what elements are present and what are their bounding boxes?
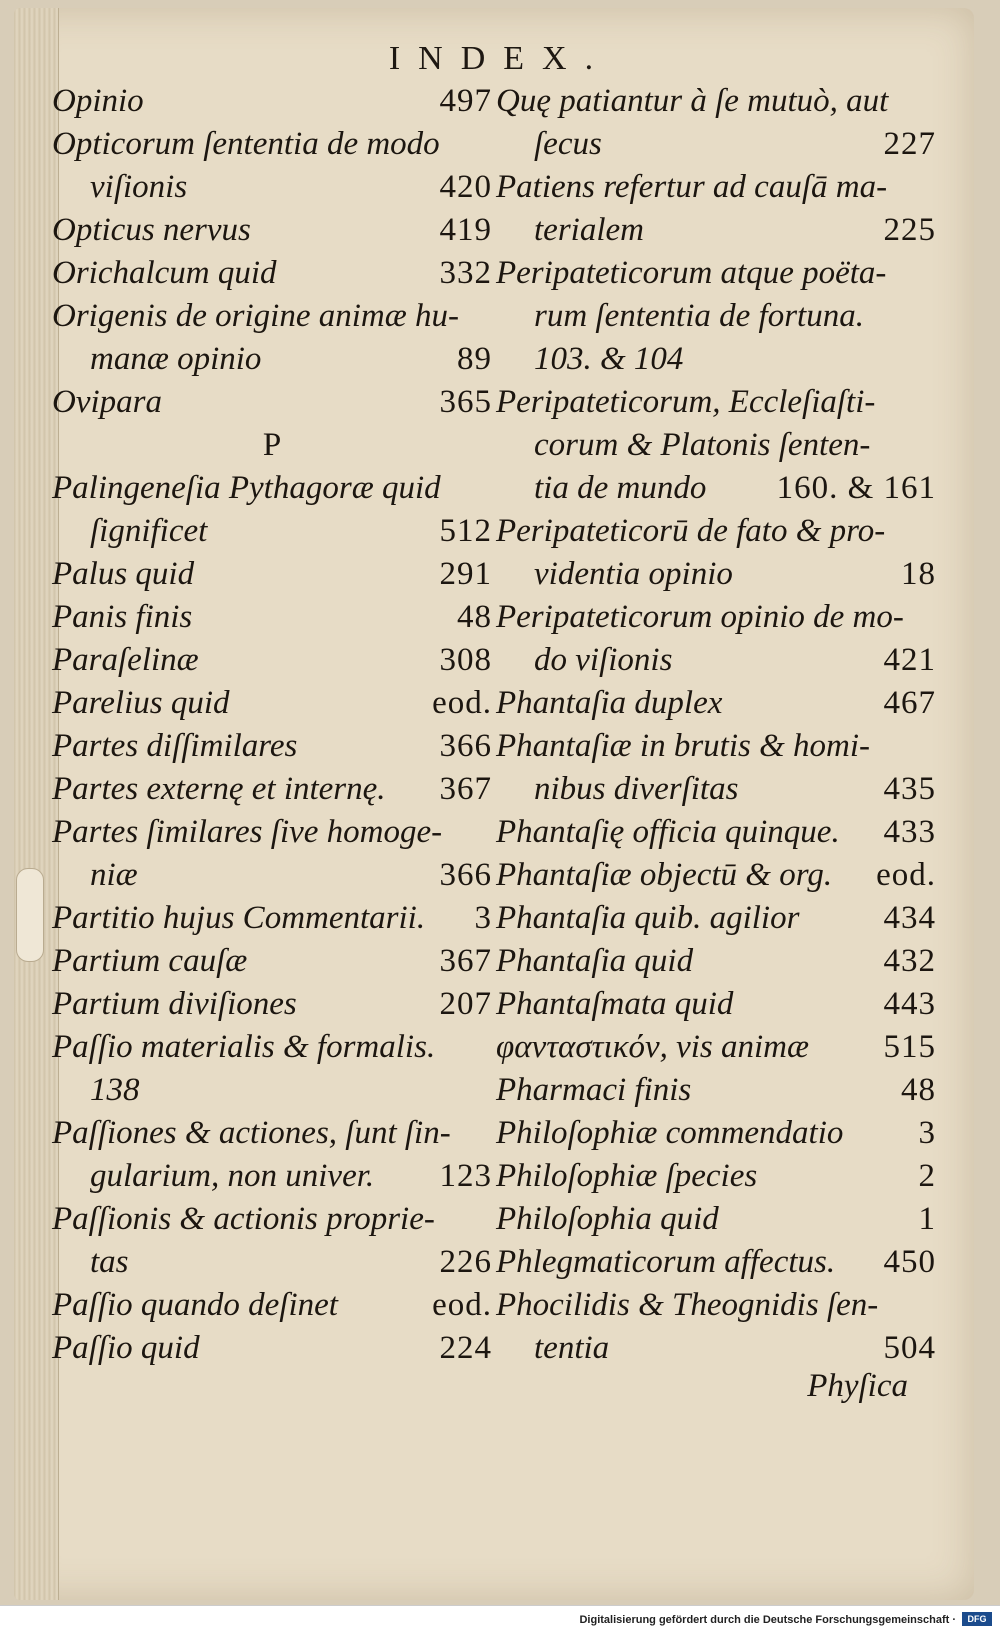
index-entry — [496, 1026, 936, 1069]
index-entry — [496, 854, 936, 897]
entry-text: videntia opinio — [534, 556, 733, 592]
entry-text: Paſſio quando deſinet — [52, 1287, 338, 1323]
entry-text: Phantaſia duplex — [496, 685, 723, 721]
index-entry — [52, 811, 492, 854]
entry-text: Phantaſia quib. agilior — [496, 900, 800, 936]
index-entry — [496, 983, 936, 1026]
index-entry — [52, 1112, 492, 1155]
entry-page-number: 434 — [883, 900, 936, 936]
entry-text: Partitio hujus Commentarii. — [52, 900, 426, 936]
entry-text: Phantaſia quid — [496, 943, 694, 979]
entry-text: Partium cauſæ — [52, 943, 248, 979]
entry-page-number — [486, 811, 492, 854]
entry-page-number: 89 — [457, 341, 492, 377]
entry-page-number: 433 — [883, 814, 936, 850]
index-entry — [52, 80, 492, 123]
dfg-logo: DFG — [962, 1612, 992, 1626]
index-entry — [496, 1198, 936, 1241]
index-entry — [496, 682, 936, 725]
entry-text: tas — [90, 1244, 129, 1280]
index-entry — [496, 510, 936, 553]
index-entry — [496, 768, 936, 811]
entry-text: Phantaſię officia quinque. — [496, 814, 840, 850]
entry-text: 103. & 104 — [534, 341, 684, 377]
entry-text: Panis finis — [52, 599, 193, 635]
entry-page-number: 291 — [439, 556, 492, 592]
index-entry — [496, 295, 936, 338]
entry-text: Philoſophia quid — [496, 1201, 719, 1237]
entry-text: Ovipara — [52, 384, 162, 420]
index-entry — [52, 1327, 492, 1370]
entry-page-number: 512 — [439, 513, 492, 549]
index-entry — [496, 639, 936, 682]
index-column-left — [52, 80, 492, 1370]
entry-text: Paraſelinæ — [52, 642, 199, 678]
entry-page-number — [930, 424, 936, 467]
index-entry — [496, 1155, 936, 1198]
entry-page-number — [930, 1284, 936, 1327]
entry-text: Partes externę et internę. — [52, 771, 386, 807]
entry-text: Partes diſſimilares — [52, 728, 298, 764]
entry-page-number: 332 — [439, 255, 492, 291]
entry-page-number: 48 — [901, 1072, 936, 1108]
entry-page-number: 3 — [918, 1115, 936, 1151]
index-entry — [496, 940, 936, 983]
entry-page-number: 224 — [439, 1330, 492, 1366]
index-entry — [52, 854, 492, 897]
index-entry — [496, 252, 936, 295]
index-entry — [52, 596, 492, 639]
entry-text: Pharmaci finis — [496, 1072, 692, 1108]
index-entry — [496, 338, 936, 381]
running-head: INDEX. — [388, 40, 612, 77]
entry-page-number — [930, 338, 936, 381]
index-entry — [52, 940, 492, 983]
entry-text: gularium, non univer. — [90, 1158, 375, 1194]
entry-text: Palus quid — [52, 556, 195, 592]
entry-text: Peripateticorum opinio de mo- — [496, 599, 904, 635]
entry-page-number — [486, 295, 492, 338]
entry-page-number — [930, 510, 936, 553]
entry-text: Paſſionis & actionis proprie- — [52, 1201, 435, 1237]
index-entry — [52, 1284, 492, 1327]
binding-tie — [16, 868, 44, 962]
entry-text: Palingeneſia Pythagoræ quid — [52, 470, 441, 506]
index-entry — [52, 338, 492, 381]
entry-text: Phantaſmata quid — [496, 986, 734, 1022]
entry-page-number — [930, 295, 936, 338]
entry-text: terialem — [534, 212, 644, 248]
entry-text: Orichalcum quid — [52, 255, 277, 291]
entry-page-number: 2 — [918, 1158, 936, 1194]
entry-page-number — [486, 123, 492, 166]
entry-page-number — [930, 80, 936, 123]
entry-page-number: eod. — [432, 685, 492, 721]
entry-page-number: 366 — [439, 728, 492, 764]
index-entry — [496, 1112, 936, 1155]
entry-page-number: 1 — [918, 1201, 936, 1237]
entry-text: manæ opinio — [90, 341, 262, 377]
entry-text: Phocilidis & Theognidis ſen- — [496, 1287, 879, 1323]
entry-text: Opinio — [52, 83, 144, 119]
entry-text: ſecus — [534, 126, 602, 162]
entry-page-number: 515 — [883, 1029, 936, 1065]
index-entry — [496, 209, 936, 252]
entry-page-number: 367 — [439, 943, 492, 979]
entry-page-number: eod. — [432, 1287, 492, 1323]
entry-text: viſionis — [90, 169, 188, 205]
entry-page-number: 435 — [883, 771, 936, 807]
entry-page-number — [486, 467, 492, 510]
index-entry — [52, 252, 492, 295]
entry-text: Paſſio materialis & formalis. — [52, 1029, 436, 1065]
index-entry — [496, 1069, 936, 1112]
index-entry — [52, 209, 492, 252]
entry-text: Phantaſiæ in brutis & homi- — [496, 728, 871, 764]
index-entry — [52, 1241, 492, 1284]
catchword: Phyſica — [807, 1368, 908, 1404]
index-entry — [496, 596, 936, 639]
index-entry — [52, 166, 492, 209]
index-entry — [496, 166, 936, 209]
dfg-credit: Digitalisierung gefördert durch die Deutsche Forschungsgemeinschaft · — [579, 1614, 956, 1626]
entry-text: P — [262, 427, 282, 463]
index-entry — [52, 1069, 492, 1112]
entry-page-number — [930, 381, 936, 424]
entry-text: Paſſiones & actiones, ſunt ſin- — [52, 1115, 451, 1151]
entry-text: Phlegmaticorum affectus. — [496, 1244, 836, 1280]
entry-text: tentia — [534, 1330, 610, 1366]
index-column-right — [496, 80, 936, 1370]
entry-page-number — [486, 1026, 492, 1069]
index-entry — [496, 381, 936, 424]
entry-page-number: 497 — [439, 83, 492, 119]
entry-text: Quę patiantur à ſe mutuò, aut — [496, 83, 889, 119]
index-entry — [52, 682, 492, 725]
index-entry — [52, 1198, 492, 1241]
entry-text: rum ſententia de fortuna. — [534, 298, 864, 334]
entry-text: do viſionis — [534, 642, 673, 678]
index-entry — [496, 1284, 936, 1327]
entry-text: Opticus nervus — [52, 212, 251, 248]
entry-page-number: 18 — [901, 556, 936, 592]
index-entry — [52, 725, 492, 768]
entry-text: Philoſophiæ ſpecies — [496, 1158, 758, 1194]
index-entry — [52, 639, 492, 682]
index-entry — [496, 1241, 936, 1284]
index-entry — [52, 123, 492, 166]
entry-text: Partium diviſiones — [52, 986, 297, 1022]
entry-page-number: 308 — [439, 642, 492, 678]
entry-page-number: 467 — [883, 685, 936, 721]
entry-page-number: 365 — [439, 384, 492, 420]
entry-page-number: 226 — [439, 1244, 492, 1280]
entry-page-number — [930, 596, 936, 639]
entry-page-number: 367 — [439, 771, 492, 807]
entry-page-number — [930, 166, 936, 209]
index-entry — [496, 80, 936, 123]
entry-page-number: 421 — [883, 642, 936, 678]
index-entry — [496, 553, 936, 596]
index-entry — [52, 1026, 492, 1069]
index-entry — [52, 897, 492, 940]
entry-page-number: 225 — [883, 212, 936, 248]
index-entry — [52, 1155, 492, 1198]
entry-text: ſignificet — [90, 513, 208, 549]
index-entry — [496, 424, 936, 467]
entry-page-number: 160. & 161 — [776, 470, 936, 506]
index-entry — [496, 725, 936, 768]
entry-text: niæ — [90, 857, 138, 893]
entry-page-number: 432 — [883, 943, 936, 979]
entry-text: corum & Platonis ſenten- — [534, 427, 871, 463]
entry-page-number — [486, 1069, 492, 1112]
entry-text: 138 — [90, 1072, 140, 1108]
index-entry — [496, 811, 936, 854]
entry-text: Peripateticorum atque poëta- — [496, 255, 887, 291]
entry-text: Paſſio quid — [52, 1330, 200, 1366]
entry-text: Philoſophiæ commendatio — [496, 1115, 844, 1151]
footer-bar — [0, 1605, 1000, 1634]
index-entry — [496, 467, 936, 510]
entry-text: Partes ſimilares ſive homoge- — [52, 814, 443, 850]
entry-text: Peripateticorū de fato & pro- — [496, 513, 886, 549]
entry-page-number — [930, 725, 936, 768]
entry-page-number: 450 — [883, 1244, 936, 1280]
entry-page-number: eod. — [876, 857, 936, 893]
entry-text: φανταστικόν, vis animæ — [496, 1029, 810, 1065]
entry-page-number: 504 — [883, 1330, 936, 1366]
entry-page-number — [930, 252, 936, 295]
entry-page-number: 207 — [439, 986, 492, 1022]
entry-text: Origenis de origine animæ hu- — [52, 298, 459, 334]
index-entry — [496, 123, 936, 166]
entry-text: tia de mundo — [534, 470, 707, 506]
index-entry — [52, 768, 492, 811]
index-entry — [52, 510, 492, 553]
entry-page-number: 443 — [883, 986, 936, 1022]
entry-page-number: 366 — [439, 857, 492, 893]
index-entry — [496, 897, 936, 940]
entry-page-number: 48 — [457, 599, 492, 635]
entry-page-number — [486, 1198, 492, 1241]
index-entry — [52, 553, 492, 596]
entry-text: Phantaſiæ objectū & org. — [496, 857, 833, 893]
entry-page-number: 3 — [474, 900, 492, 936]
entry-page-number: 123 — [439, 1158, 492, 1194]
index-entry — [52, 295, 492, 338]
entry-text: Opticorum ſententia de modo — [52, 126, 440, 162]
section-letter — [52, 424, 492, 467]
entry-page-number: 419 — [439, 212, 492, 248]
entry-page-number: 227 — [883, 126, 936, 162]
entry-text: Patiens refertur ad cauſā ma- — [496, 169, 888, 205]
entry-text: Peripateticorum, Eccleſiaſti- — [496, 384, 876, 420]
entry-text: nibus diverſitas — [534, 771, 739, 807]
index-entry — [496, 1327, 936, 1370]
index-entry — [52, 467, 492, 510]
index-entry — [52, 381, 492, 424]
index-entry — [52, 983, 492, 1026]
entry-page-number: 420 — [439, 169, 492, 205]
entry-page-number — [486, 1112, 492, 1155]
entry-text: Parelius quid — [52, 685, 230, 721]
